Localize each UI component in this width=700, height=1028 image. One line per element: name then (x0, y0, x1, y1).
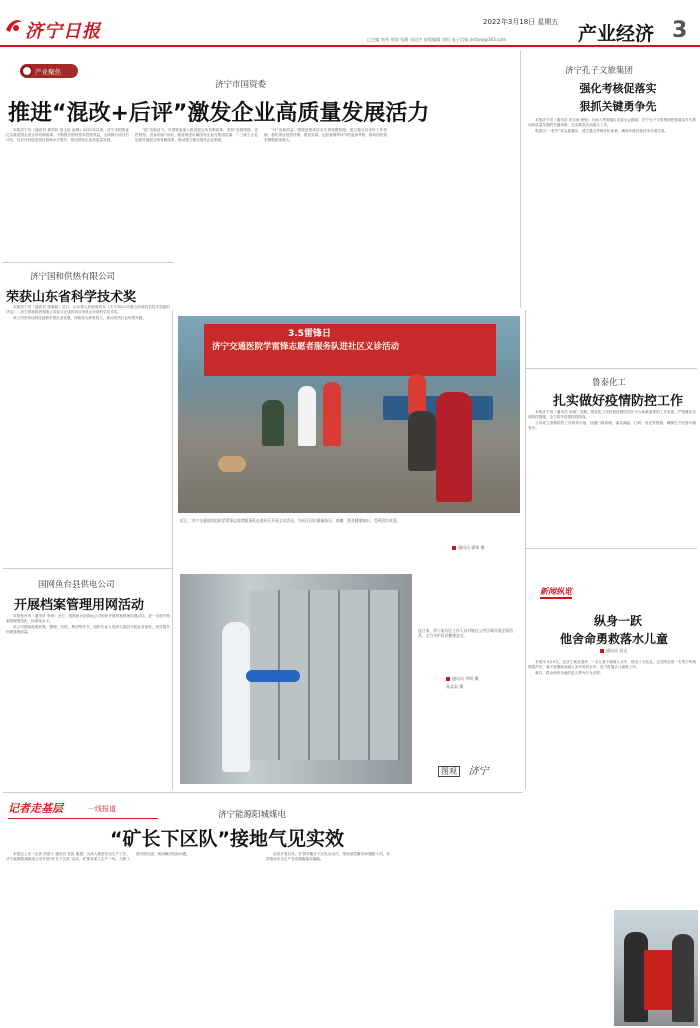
photo-credit (452, 545, 485, 551)
photo-column-label (438, 762, 489, 777)
worker-in-protective-suit (222, 622, 250, 772)
photo-credit-secondary: 孙双双 摄 (446, 684, 464, 689)
paragraph: 本报济宁讯（通讯员 宋丽）近期，鲁泰化工坚持把疫情防控作为当前最重要的工作来抓，严格落实各项防控措施，全力筑牢疫情防控防线。 (528, 410, 696, 420)
article-kicker: 鲁泰化工 (592, 378, 627, 388)
feature-tag (20, 64, 78, 78)
tag-dot-icon (21, 65, 33, 77)
article-body (6, 852, 520, 1024)
section-divider (525, 368, 697, 369)
dog-figure (218, 456, 246, 472)
paragraph: 本报讯 3月9日，在济宁某河道旁，一名儿童不慎落入水中，情况十分危急。正在附近的一名男子听到呼救声后，毫不犹豫纵身跳入冰冷的河水中，奋力将落水儿童救上岸。 (528, 660, 696, 670)
article-body (6, 305, 170, 565)
section-divider (3, 792, 523, 793)
paragraph: 本报鱼台讯（通讯员 李涛）近日，国网鱼台县供电公司组织开展档案管理用网活动，进一步提升档案管理规范化、标准化水平。 (6, 614, 170, 624)
photo-caption: 连日来，济宁某社区工作人员对辖区公共区域开展全面消杀，全力守护居民健康安全。 (418, 628, 513, 639)
photo-credit-text: 通讯员 李明 摄 (452, 676, 479, 681)
paragraph: 本报汶上讯（记者 刘泰宇 通讯员 张凯 董超）为深入推进安全生产工作，济宁能源阳城煤电公司开展“矿长下区队”活动，矿领导深入生产一线，与职工面对面交流，现场解决实际问题。 (6, 852, 190, 862)
reporter-column-tag (8, 800, 158, 822)
lead-headline: 推进“混改+后评”激发企业高质量发展活力 (8, 101, 430, 126)
page-number: 3 (672, 18, 688, 43)
section-divider (3, 568, 173, 569)
column-divider (525, 310, 526, 790)
paragraph: 本报济宁讯（通讯员 张嘉毅）近日，山东省人民政府发布《关于2021年度山东省科学技术奖励的决定》，济宁国和供热有限公司参与完成的项目荣获山东省科学技术奖。 (6, 305, 170, 315)
resident-figure (262, 400, 284, 446)
lead-article-body (6, 128, 516, 260)
editor-credits: □主编 李伟 审阅 张静 刘冠宇 视觉编辑 刘恒 电子信箱 jnrbyw@163.com (367, 37, 507, 42)
article-body (528, 410, 696, 544)
person-figure (672, 934, 694, 1022)
credit-marker-icon (600, 649, 604, 653)
feature-tag-label: 产业聚焦 (35, 67, 61, 76)
article-headline-line-1: 强化考核促落实 (579, 82, 657, 95)
volunteer-figure (323, 382, 341, 446)
disinfection-photo (180, 574, 412, 784)
credit-marker-icon (452, 546, 456, 550)
photo-caption: 近日，济宁交通医院组织学雷锋志愿者服务队走进社区开展义诊活动，为社区居民测量血压、血糖，普及健康知识，受到居民欢迎。 (180, 518, 401, 523)
paragraph: 本报济宁讯（通讯员 宋吉雨 程锐）为深入贯彻落实市委全会精神，济宁孔子文旅集团把抓落实作为推动高质量发展的关键举措，扎实推进各项重点工作。 (528, 118, 696, 128)
paragraph: 公司成立疫情防控工作领导小组，加强门岗管理，落实测温、扫码、登记等措施，确保生产经营平稳有序。 (528, 421, 696, 431)
article-byline-text: 通讯员 袁文 (606, 648, 628, 653)
tag-underline (8, 818, 158, 819)
issue-date: 2022年3月18日 星期五 (483, 18, 559, 26)
article-kicker: 国网鱼台县供电公司 (38, 580, 115, 590)
banner-title: 3.5雷锋日 (288, 329, 331, 339)
article-headline-line-1: 纵身一跃 (593, 614, 642, 628)
paragraph: 本报济宁讯（通讯员 林国岩 田玉庆 赵琳）2021年以来，济宁市国资委扎实推进国企混合所有制改革，不断提升国有资本投资效益，全面推行项目后评价，以后评价促进项目管理水平提升，推动国有企业高质量发展。 (6, 128, 129, 143)
photo-credit-text: 通讯员 郭锋 摄 (458, 545, 485, 550)
section-divider (3, 262, 173, 263)
article-headline: 扎实做好疫情防控工作 (552, 394, 683, 409)
article-headline: 荣获山东省科学技术奖 (6, 290, 137, 305)
credit-marker-icon (446, 677, 450, 681)
reporter-tag-main: 记者走基层 (8, 802, 63, 815)
article-kicker: 济宁能源阳城煤电 (218, 810, 287, 820)
article-headline-line-2: 他舍命勇救落水儿童 (559, 632, 668, 646)
article-body (6, 614, 170, 788)
masthead-rule (0, 45, 700, 47)
resident-figure (436, 392, 472, 502)
sprayer-figure (246, 670, 300, 682)
article-body (528, 118, 696, 364)
article-kicker: 济宁国和供热有限公司 (30, 272, 116, 282)
article-byline (600, 648, 627, 654)
paragraph: 该公司坚持以科技创新引领企业发展，持续加大研发投入，推动供热行业转型升级。 (13, 316, 146, 321)
article-headline: “矿长下区队”接地气见实效 (110, 828, 344, 850)
volunteer-figure (298, 386, 316, 446)
paragraph: 事后，群众纷纷为他的见义勇为行为点赞。 (535, 671, 604, 676)
news-column-tag: 新闻纵览 (540, 586, 572, 599)
lead-kicker: 济宁市国资委 (215, 80, 267, 90)
reporter-tag-sub: 一线报道 (88, 805, 116, 813)
section-divider (525, 548, 697, 549)
paragraph: 集团以“一把手”带头抓落实，建立健全考核评价体系，确保年度目标任务全面完成。 (535, 129, 669, 134)
paragraph: “混”出新活力。市国资委深入推进混合所有制改革，坚持“宜独则独、宜控则控、宜参则参”原则，稳妥推进市属国有企业在集团层面、二三级子企业层面开展混合所有制改革，推动建立健全现代企业制度。 (135, 128, 258, 143)
paragraph: 活动开展以来，矿领导累计下区队百余次，帮助基层解决问题数十项，有效推动安全生产各项措施落实落地。 (266, 852, 390, 862)
photo-column-name: 济宁 (468, 766, 489, 777)
section-title: 产业经济 (578, 23, 655, 45)
volunteer-figure (408, 374, 426, 414)
column-divider (172, 310, 173, 790)
newspaper-logo-icon (4, 16, 24, 36)
photo-credit (446, 676, 479, 682)
article-headline: 开展档案管理用网活动 (14, 598, 145, 613)
volunteer-clinic-photo (178, 316, 520, 513)
paragraph: “评”出新效益。围绕投资项目全生命周期管理，建立健全后评价工作机制，强化项目投资决策、建设实施、运营管理等环节的监督考核，推动国有资本做强做优做大。 (264, 128, 387, 143)
column-divider (520, 50, 521, 308)
newspaper-name: 济宁日报 (25, 21, 101, 42)
hero-photo (614, 910, 698, 1026)
article-body (528, 660, 696, 908)
resident-figure (408, 411, 436, 471)
article-headline-line-2: 狠抓关键勇争先 (579, 100, 657, 113)
banner-subtitle: 济宁交通医院学雷锋志愿者服务队进社区义诊活动 (212, 342, 400, 352)
article-kicker: 济宁孔子文旅集团 (565, 66, 634, 76)
photo-column-prefix: 图观 (438, 766, 460, 777)
paragraph: 该公司围绕档案收集、整理、归档、利用等环节，组织专业人员深入基层开展业务指导，有效提升档案管理质量。 (6, 625, 170, 635)
